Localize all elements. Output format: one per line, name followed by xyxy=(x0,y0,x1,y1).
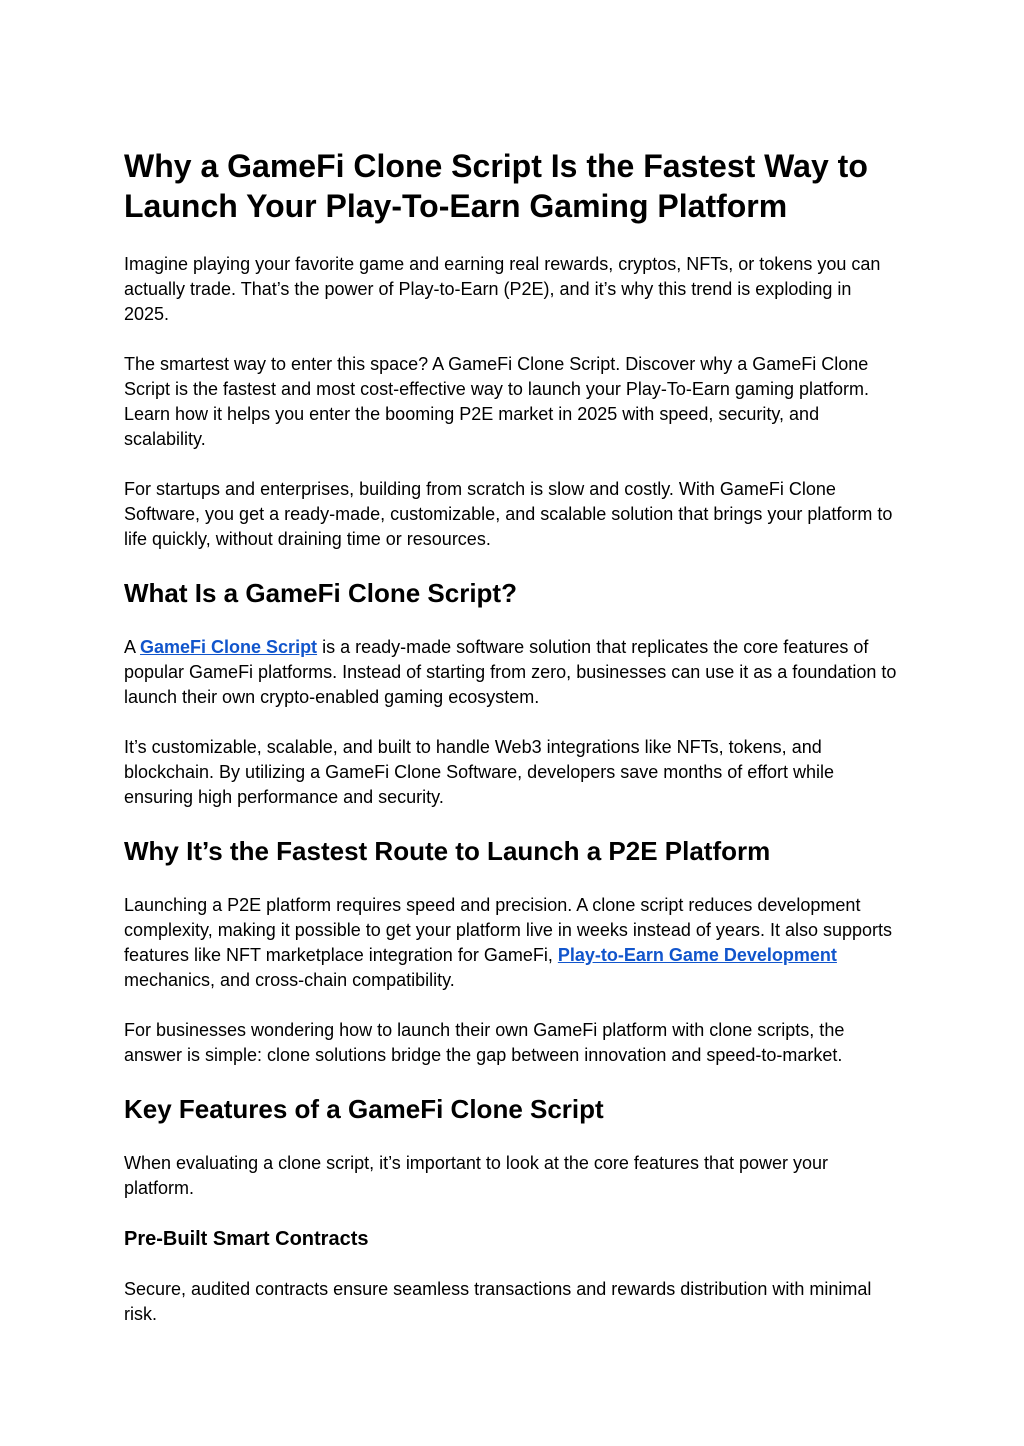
paragraph-text: is a ready-made software solution that replicates the core features of popular GameFi platforms. Instead of starting from zero, businesses can use it as a foundation to launch their own crypto-enabled gaming ecosystem. xyxy=(124,637,897,707)
subsection-heading-pre-built-smart-contracts: Pre-Built Smart Contracts xyxy=(124,1228,369,1250)
section-heading-what-is-gamefi-clone-script: What Is a GameFi Clone Script? xyxy=(124,578,517,608)
section-heading-key-features: Key Features of a GameFi Clone Script xyxy=(124,1094,604,1124)
paragraph-text: mechanics, and cross-chain compatibility. xyxy=(124,970,455,990)
play-to-earn-game-development-link[interactable]: Play-to-Earn Game Development xyxy=(557,945,837,965)
paragraph-text: A xyxy=(124,637,141,657)
section2-paragraph-2: For businesses wondering how to launch their own GameFi platform with clone scripts, the answer is simple: clone solutions bridge the gap between innovation and speed-to-market. xyxy=(124,1020,845,1065)
gamefi-clone-script-link[interactable]: GameFi Clone Script xyxy=(140,637,318,657)
intro-paragraph-1: Imagine playing your favorite game and earning real rewards, cryptos, NFTs, or tokens you can actually trade. That’s the power of Play-to-Earn (P2E), and it’s why this trend is exploding in 2025. xyxy=(124,254,881,324)
document-title: Why a GameFi Clone Script Is the Fastest Way to Launch Your Play-To-Earn Gaming Platform xyxy=(124,148,868,224)
paragraph-text: Launching a P2E platform requires speed and precision. A clone script reduces development complexity, making it possible to get your platform live in weeks instead of years. It also supports features like NFT marketplace integration for GameFi, xyxy=(124,895,893,965)
section3-paragraph-2: Secure, audited contracts ensure seamless transactions and rewards distribution with minimal risk. xyxy=(124,1279,872,1324)
section1-paragraph-1 xyxy=(124,635,900,710)
section-heading-fastest-route-p2e: Why It’s the Fastest Route to Launch a P2E Platform xyxy=(124,836,771,866)
section3-paragraph-1: When evaluating a clone script, it’s important to look at the core features that power your platform. xyxy=(124,1153,829,1198)
intro-paragraph-3: For startups and enterprises, building from scratch is slow and costly. With GameFi Clone Software, you get a ready-made, customizable, and scalable solution that brings your platform to life quickly, without draining time or resources. xyxy=(124,479,893,549)
section2-paragraph-1 xyxy=(124,893,900,993)
intro-paragraph-2: The smartest way to enter this space? A GameFi Clone Script. Discover why a GameFi Clone Script is the fastest and most cost-effective way to launch your Play-To-Earn gaming platform. Learn how it helps you enter the booming P2E market in 2025 with speed, security, and scalability. xyxy=(124,354,869,449)
section1-paragraph-2: It’s customizable, scalable, and built to handle Web3 integrations like NFTs, tokens, and blockchain. By utilizing a GameFi Clone Software, developers save months of effort while ensuring high performance and security. xyxy=(124,737,835,807)
